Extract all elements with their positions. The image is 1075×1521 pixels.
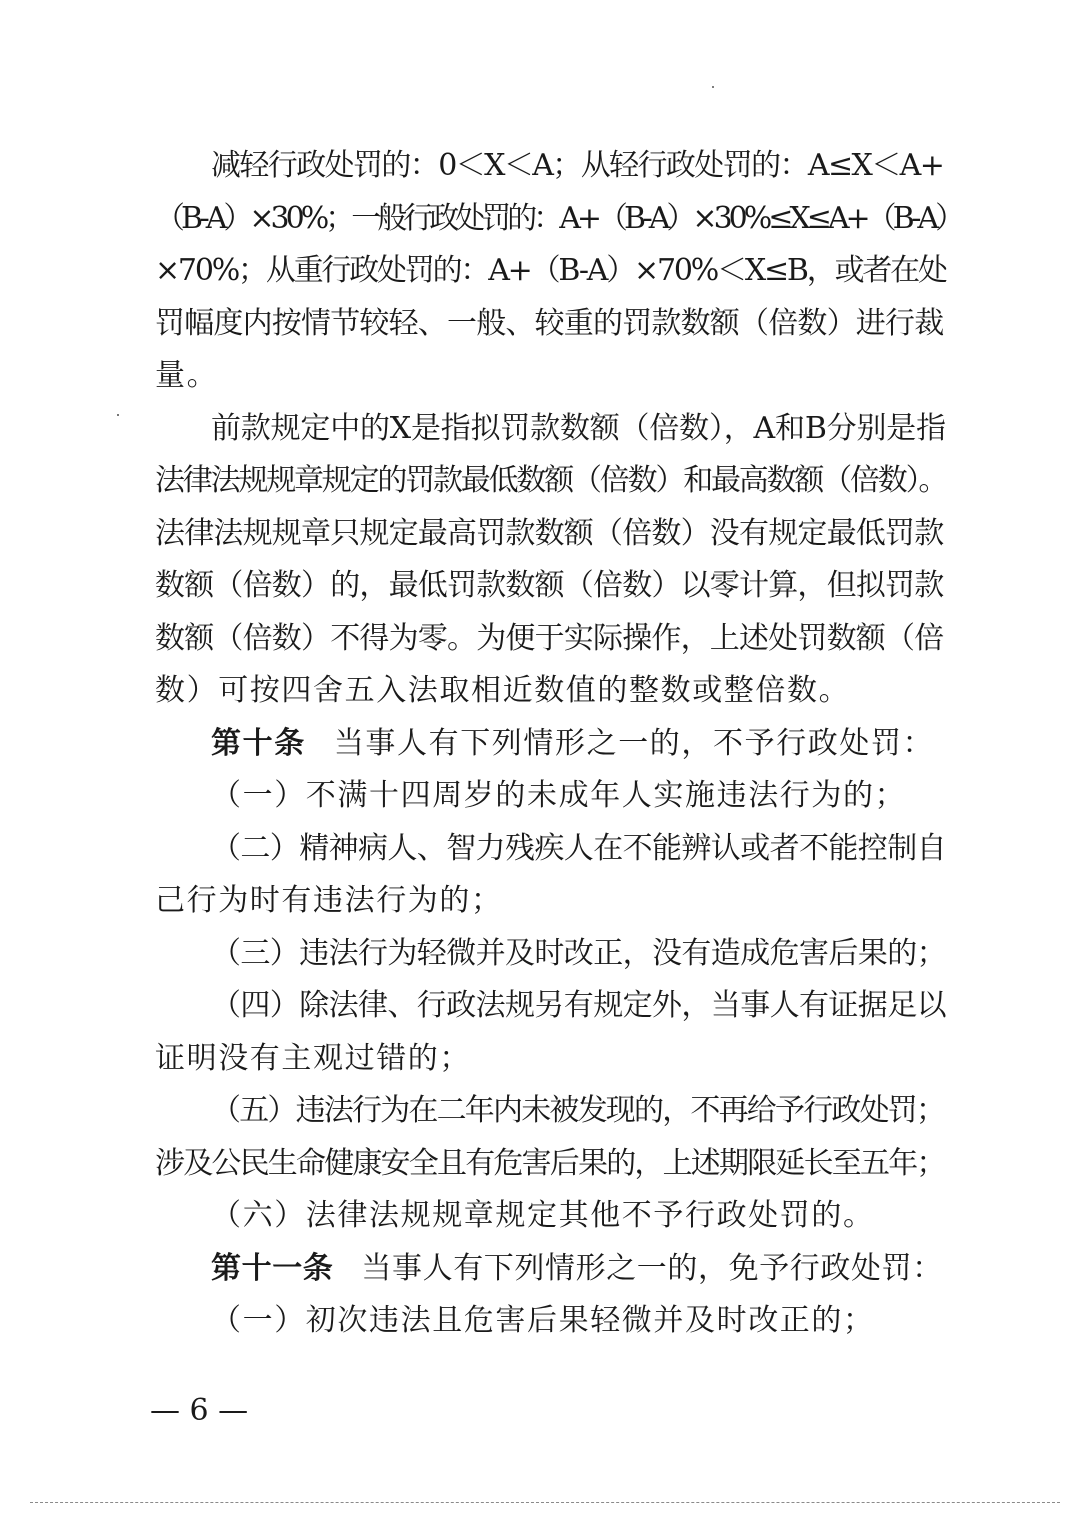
line-text: 证明没有主观过错的；	[155, 1040, 471, 1076]
line-text: 前款规定中的X是指拟罚款数额（倍数），A和B分别是指	[211, 410, 946, 446]
text-line	[155, 560, 945, 613]
line-text: （一）初次违法且危害后果轻微并及时改正的；	[211, 1303, 875, 1338]
line-text: （四）除法律、行政法规另有规定外，当事人有证据足以	[211, 988, 946, 1023]
text-line	[155, 823, 945, 876]
scan-edge-line	[30, 1502, 1060, 1503]
line-text: （六）法律法规规章规定其他不予行政处罚的。	[211, 1198, 875, 1233]
page-number: — 6 —	[150, 1393, 249, 1428]
article-heading: 第十一条	[211, 1250, 334, 1286]
line-text: 数）可按四舍五入法取相近数值的整数或整倍数。	[155, 673, 851, 708]
text-line	[155, 193, 962, 246]
text-line	[155, 1138, 945, 1191]
text-line	[155, 980, 945, 1033]
document-body	[155, 140, 962, 1348]
line-text: 法律法规规章规定的罚款最低数额（倍数）和最高数额（倍数）。	[155, 463, 947, 498]
line-text: 法律法规规章只规定最高罚款数额（倍数）没有规定最低罚款	[155, 515, 944, 551]
line-text: ×70%；从重行政处罚的：A+（B-A）×70%＜X≤B，或者在处	[155, 253, 946, 288]
line-text: 当事人有下列情形之一的，免予行政处罚：	[361, 1250, 943, 1286]
text-line	[155, 770, 945, 823]
text-line	[155, 350, 945, 403]
text-line	[155, 665, 945, 718]
line-text: 己行为时有违法行为的；	[155, 883, 503, 918]
text-line	[155, 455, 945, 508]
text-line	[155, 875, 945, 928]
line-text: 涉及公民生命健康安全且有危害后果的，上述期限延长至五年；	[155, 1145, 945, 1181]
text-line	[155, 1190, 945, 1243]
line-text: 数额（倍数）不得为零。为便于实际操作，上述处罚数额（倍	[155, 620, 944, 656]
text-line	[155, 298, 945, 351]
text-line	[155, 245, 945, 298]
line-text: 当事人有下列情形之一的，不予行政处罚：	[333, 725, 935, 761]
text-line	[155, 140, 945, 193]
scan-speck	[712, 86, 714, 88]
line-text: （一）不满十四周岁的未成年人实施违法行为的；	[211, 778, 907, 813]
line-text: （三）违法行为轻微并及时改正，没有造成危害后果的；	[211, 935, 946, 971]
line-text: （二）精神病人、智力残疾人在不能辨认或者不能控制自	[211, 830, 946, 866]
article-line	[155, 718, 945, 771]
line-text: （B-A）×30%；一般行政处罚的：A+（B-A）×30%≤X≤A+（B-A）	[155, 200, 962, 236]
line-text: 罚幅度内按情节较轻、一般、较重的罚款数额（倍数）进行裁	[155, 305, 944, 341]
text-line	[155, 1033, 945, 1086]
line-text: （五）违法行为在二年内未被发现的，不再给予行政处罚；	[211, 1093, 945, 1128]
line-text: 减轻行政处罚的：0＜X＜A；从轻行政处罚的：A≤X＜A+	[211, 148, 944, 183]
text-line	[155, 928, 945, 981]
margin-mark	[117, 414, 119, 416]
article-heading: 第十条	[211, 725, 306, 761]
article-line	[155, 1243, 945, 1296]
text-line	[155, 1085, 945, 1138]
text-line	[155, 508, 945, 561]
text-line	[155, 1295, 945, 1348]
text-line	[155, 403, 945, 456]
text-line	[155, 613, 945, 666]
line-text: 数额（倍数）的，最低罚款数额（倍数）以零计算，但拟罚款	[155, 568, 944, 603]
line-text: 量。	[155, 358, 219, 393]
